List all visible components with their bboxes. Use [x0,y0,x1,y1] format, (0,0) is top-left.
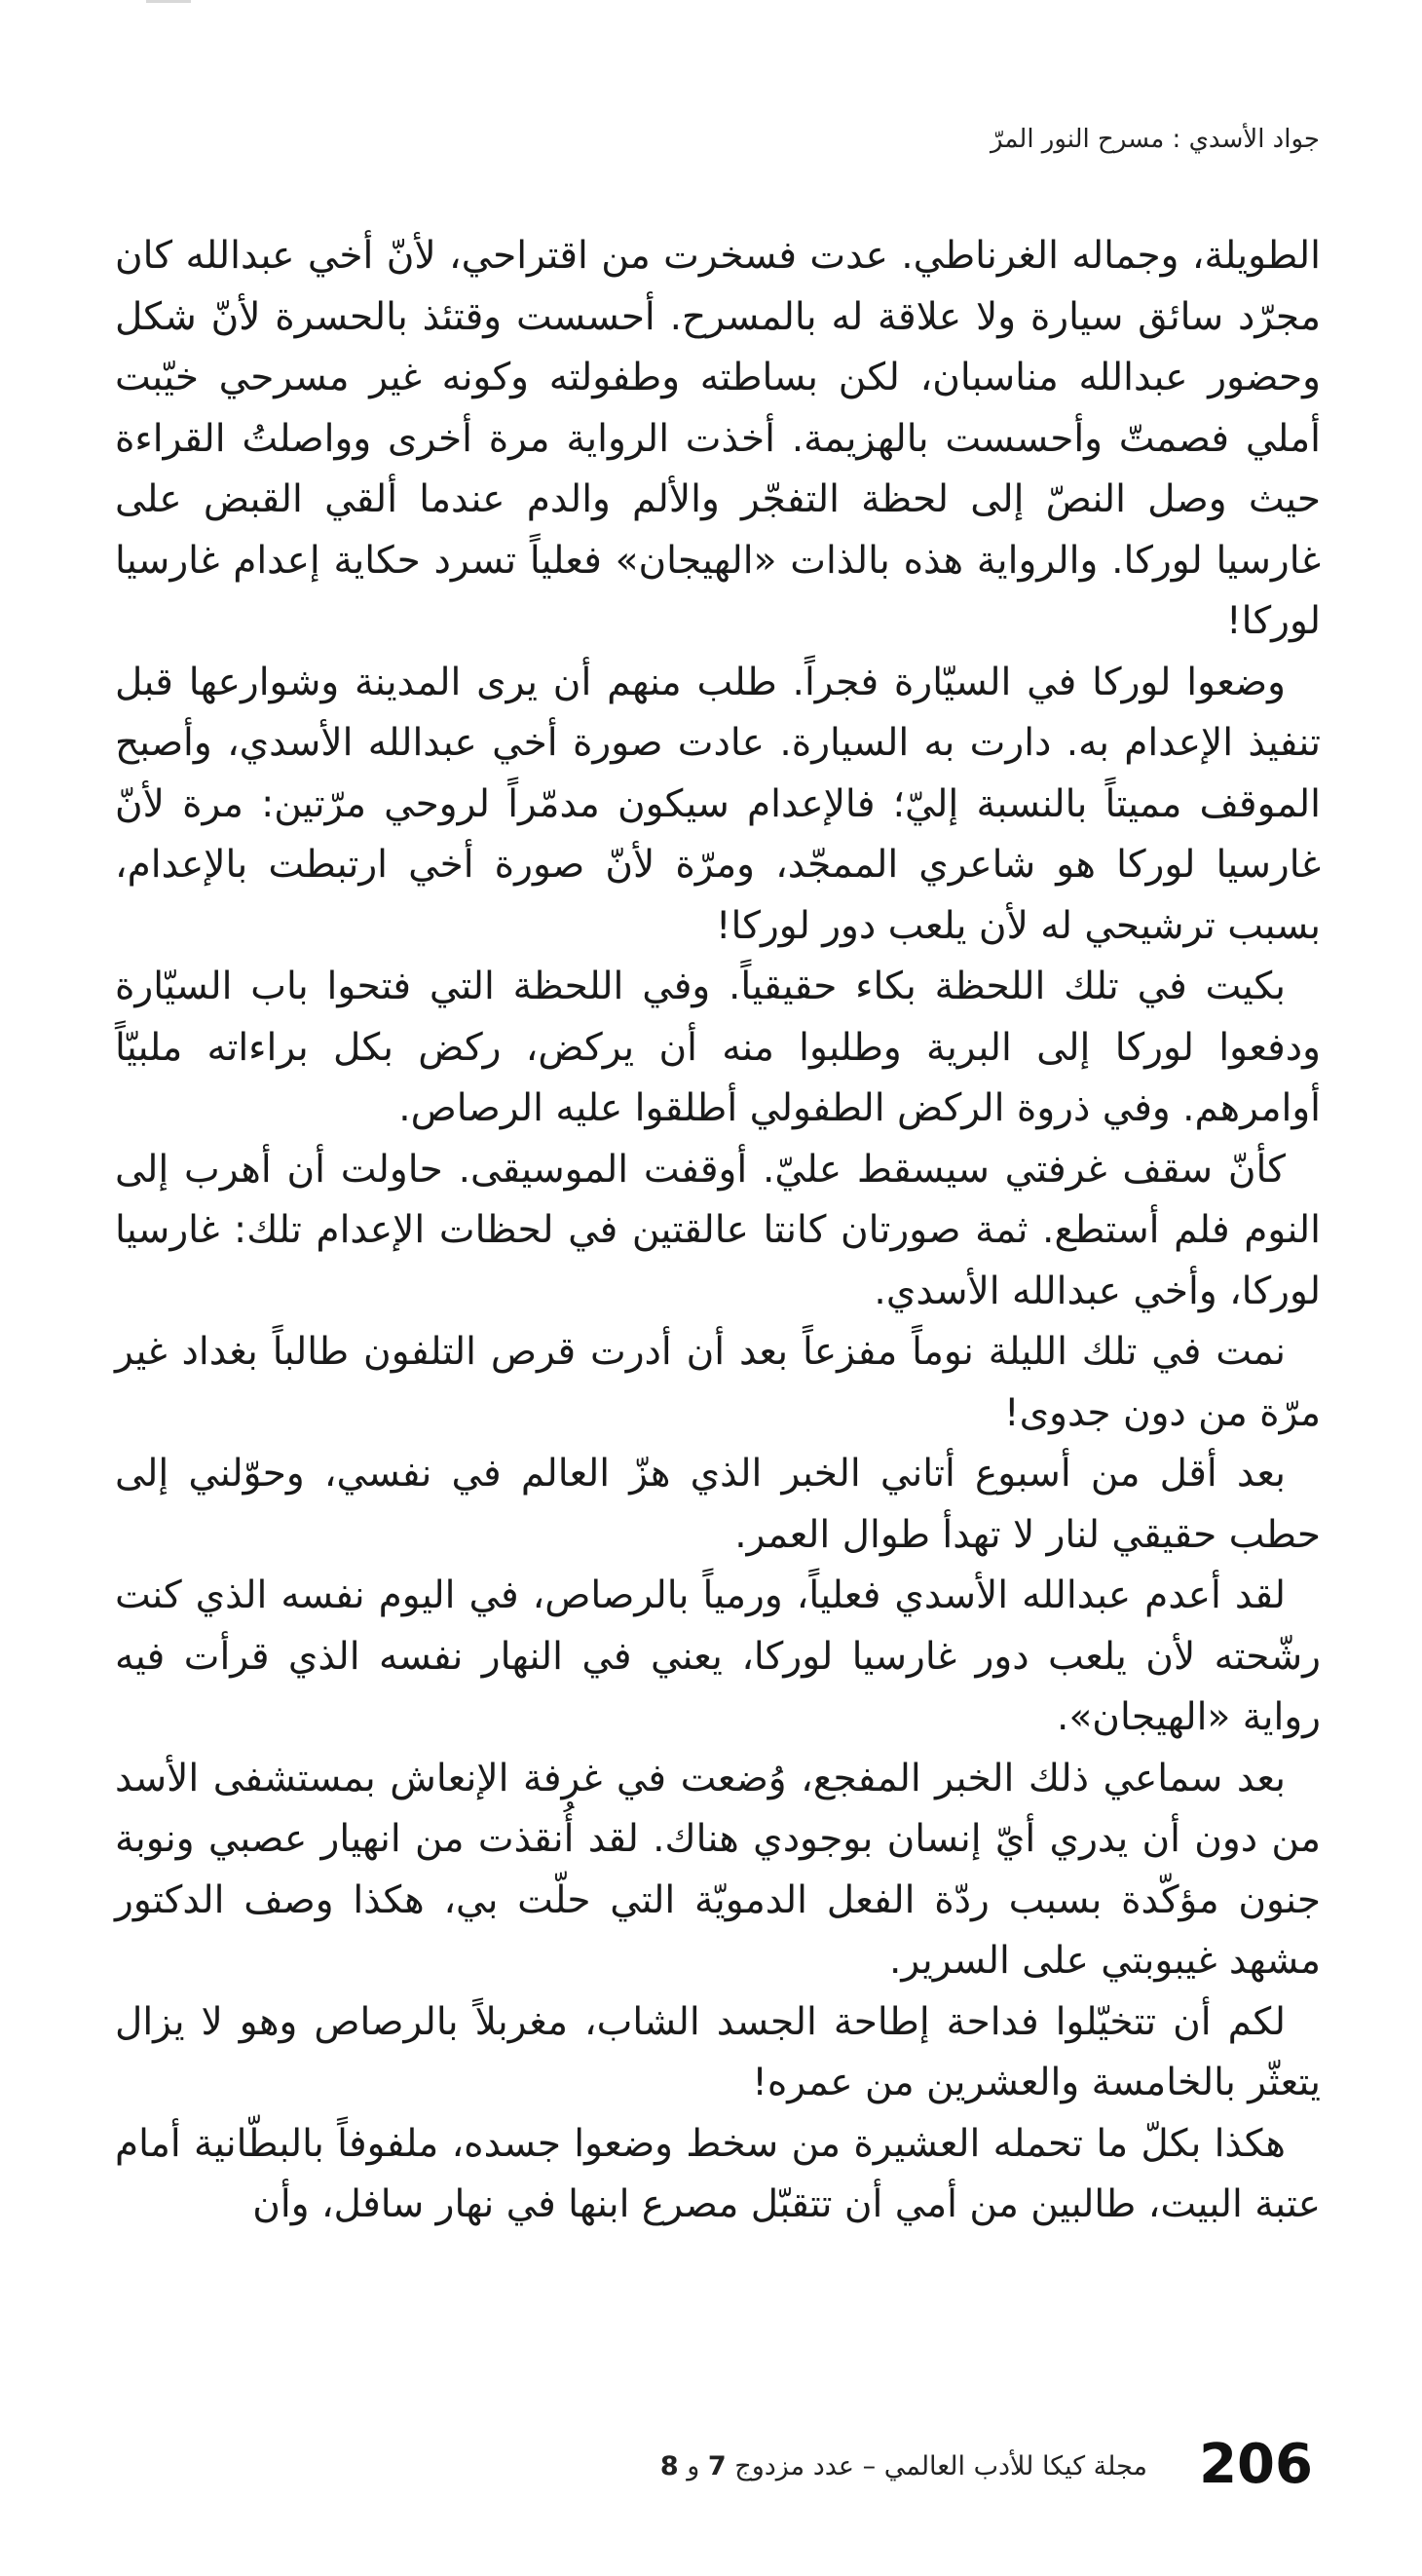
paragraph-9: لكم أن تتخيّلوا فداحة إطاحة الجسد الشاب، مغربلاً بالرصاص وهو لا يزال يتعثّر بالخامسة والعشرين من عمره! [115,1999,1321,2104]
body-text [115,226,1321,2236]
paragraph-7: لقد أعدم عبدالله الأسدي فعلياً، ورمياً بالرصاص، في اليوم نفسه الذي كنت رشّحته لأن يلعب دور غارسيا لوركا، يعني في النهار نفسه الذي قرأت فيه رواية «الهيجان». [115,1573,1321,1739]
issue-joiner: و [687,2451,700,2481]
running-header: جواد الأسدي : مسرح النور المرّ [991,125,1320,154]
page-number: 206 [1199,2433,1313,2496]
paragraph-4: كأنّ سقف غرفتي سيسقط عليّ. أوقفت الموسيقى. حاولت أن أهرب إلى النوم فلم أستطع. ثمة صورتان كانتا عالقتين في لحظات الإعدام تلك: غارسيا لوركا، وأخي عبدالله الأسدي. [115,1147,1321,1313]
journal-issue-line [660,2447,1147,2486]
paragraph-1: الطويلة، وجماله الغرناطي. عدت فسخرت من اقتراحي، لأنّ أخي عبدالله كان مجرّد سائق سيارة ولا علاقة له بالمسرح. أحسست وقتئذ بالحسرة لأنّ شكل وحضور عبدالله مناسبان، لكن بساطته وطفولته وكونه غير مسرحي خيّبت أملي فصمتّ وأحسست بالهزيمة. أخذت الرواية مرة أخرى وواصلتُ القراءة حيث وصل النصّ إلى لحظة التفجّر والألم والدم عندما ألقي القبض على غارسيا لوركا. والرواية هذه بالذات «الهيجان» فعلياً تسرد حكاية إعدام غارسيا لوركا! [115,234,1321,643]
paragraph-8: بعد سماعي ذلك الخبر المفجع، وُضعت في غرفة الإنعاش بمستشفى الأسد من دون أن يدري أيّ إنسان بوجودي هناك. لقد أُنقذت من انهيار عصبي ونوبة جنون مؤكّدة بسبب ردّة الفعل الدمويّة التي حلّت بي، هكذا وصف الدكتور مشهد غيبوبتي على السرير. [115,1756,1321,1983]
issue-number-a: 7 [707,2451,727,2481]
page-footer [651,2426,1332,2504]
paragraph-6: بعد أقل من أسبوع أتاني الخبر الذي هزّ العالم في نفسي، وحوّلني إلى حطب حقيقي لنار لا تهدأ طوال العمر. [115,1452,1321,1557]
journal-name: مجلة كيكا للأدب العالمي – عدد مزدوج [734,2451,1147,2481]
paragraph-10: هكذا بكلّ ما تحمله العشيرة من سخط وضعوا جسده، ملفوفاً بالبطّانية أمام عتبة البيت، طالبين من أمي أن تتقبّل مصرع ابنها في نهار سافل، وأن [115,2121,1321,2226]
paragraph-3: بكيت في تلك اللحظة بكاء حقيقياً. وفي اللحظة التي فتحوا باب السيّارة ودفعوا لوركا إلى البرية وطلبوا منه أن يركض، ركض بكل براءاته ملبيّاً أوامرهم. وفي ذروة الركض الطفولي أطلقوا عليه الرصاص. [115,965,1321,1130]
issue-number-b: 8 [659,2451,679,2481]
paragraph-2: وضعوا لوركا في السيّارة فجراً. طلب منهم أن يرى المدينة وشوارعها قبل تنفيذ الإعدام به. دارت به السيارة. عادت صورة أخي عبدالله الأسدي، وأصبح الموقف مميتاً بالنسبة إليّ؛ فالإعدام سيكون مدمّراً لروحي مرّتين: مرة لأنّ غارسيا لوركا هو شاعري الممجّد، ومرّة لأنّ صورة أخي ارتبطت بالإعدام، بسبب ترشيحي له لأن يلعب دور لوركا! [115,660,1321,948]
paragraph-5: نمت في تلك الليلة نوماً مفزعاً بعد أن أدرت قرص التلفون طالباً بغداد غير مرّة من دون جدوى! [115,1330,1321,1435]
scan-corner-mark [146,0,191,3]
